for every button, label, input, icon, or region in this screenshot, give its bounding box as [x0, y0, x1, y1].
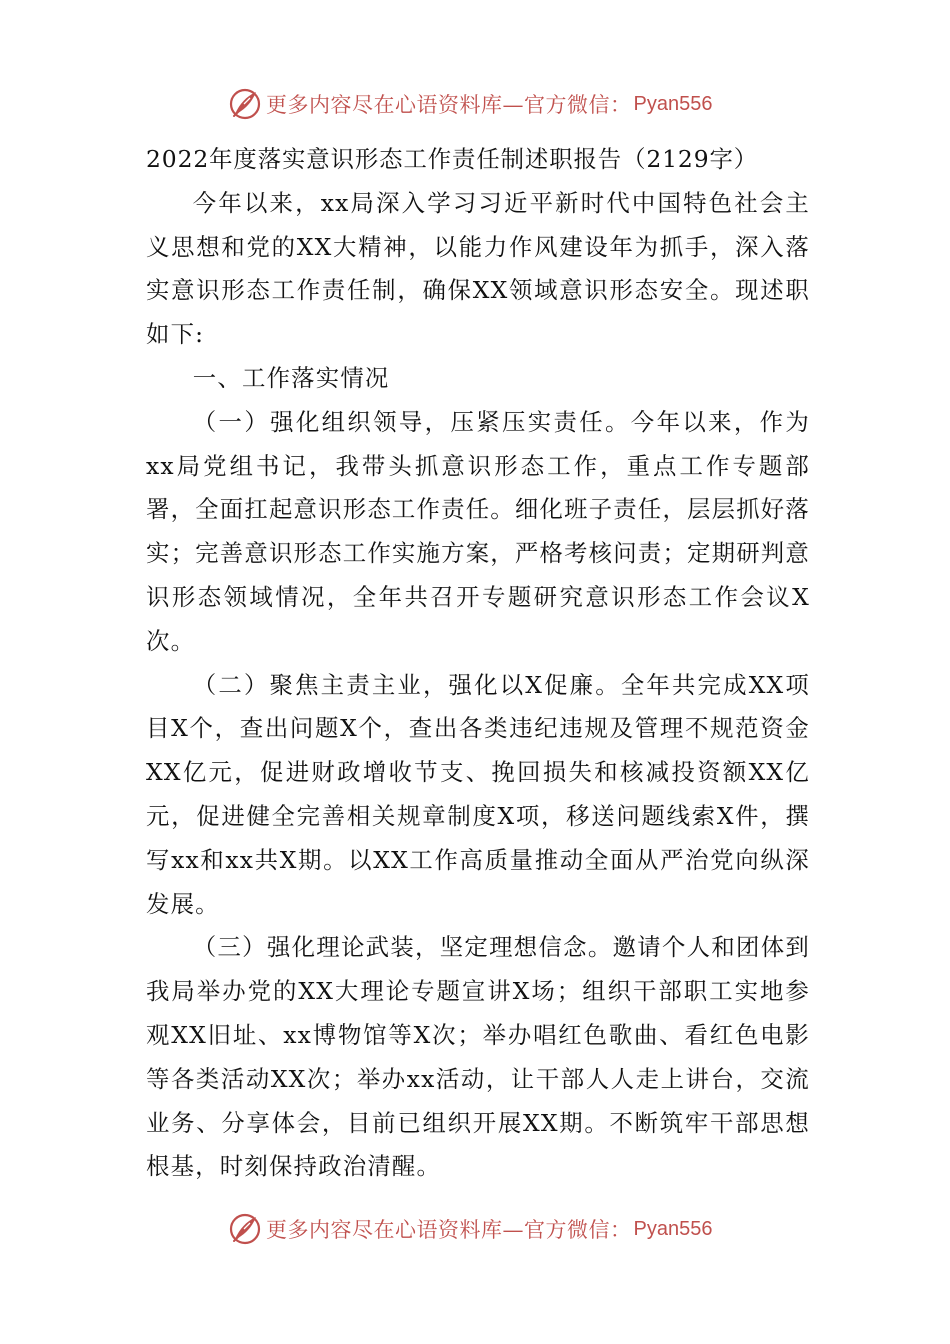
- footer-banner[interactable]: [228, 1209, 728, 1249]
- document-title: 2022年度落实意识形态工作责任制述职报告（2129字）: [146, 145, 759, 173]
- banner-text: 更多内容尽在心语资料库—官方微信：: [266, 1218, 632, 1242]
- section-heading: 一、工作落实情况: [192, 363, 390, 392]
- paragraph-item-3: （三）强化理论武装，坚定理想信念。邀请个人和团体到我局举办党的XX大理论专题宣讲X场；组织干部职工实地参观XX旧址、xx博物馆等X次；举办唱红色歌曲、看红色电影等各类活动XX次；举办xx活动，让干部人人走上讲台，交流业务、分享体会，目前已组织开展XX期。不断筑牢干部思想根基，时刻保持政治清醒。: [146, 933, 810, 1181]
- document-body: [146, 138, 810, 1189]
- paragraph-item-1: （一）强化组织领导，压紧压实责任。今年以来，作为xx局党组书记，我带头抓意识形态工作，重点工作专题部署，全面扛起意识形态工作责任。细化班子责任，层层抓好落实；完善意识形态工作实施方案，严格考核问责；定期研判意识形态领域情况，全年共召开专题研究意识形态工作会议X次。: [146, 407, 810, 655]
- banner-wechat-id: Pyan556: [633, 92, 713, 115]
- banner-wechat-id: Pyan556: [633, 1217, 713, 1240]
- header-banner[interactable]: [228, 84, 728, 124]
- banner-text: 更多内容尽在心语资料库—官方微信：: [266, 93, 632, 117]
- quill-pen-logo-icon: [228, 87, 262, 121]
- quill-pen-logo-icon: [228, 1212, 262, 1246]
- paragraph-intro: 今年以来，xx局深入学习习近平新时代中国特色社会主义思想和党的XX大精神，以能力作风建设年为抓手，深入落实意识形态工作责任制，确保XX领域意识形态安全。现述职如下:: [146, 188, 810, 349]
- paragraph-item-2: （二）聚焦主责主业，强化以X促廉。全年共完成XX项目X个，查出问题X个，查出各类违纪违规及管理不规范资金XX亿元，促进财政增收节支、挽回损失和核减投资额XX亿元，促进健全完善相关规章制度X项，移送问题线索X件，撰写xx和xx共X期。以XX工作高质量推动全面从严治党向纵深发展。: [146, 670, 810, 918]
